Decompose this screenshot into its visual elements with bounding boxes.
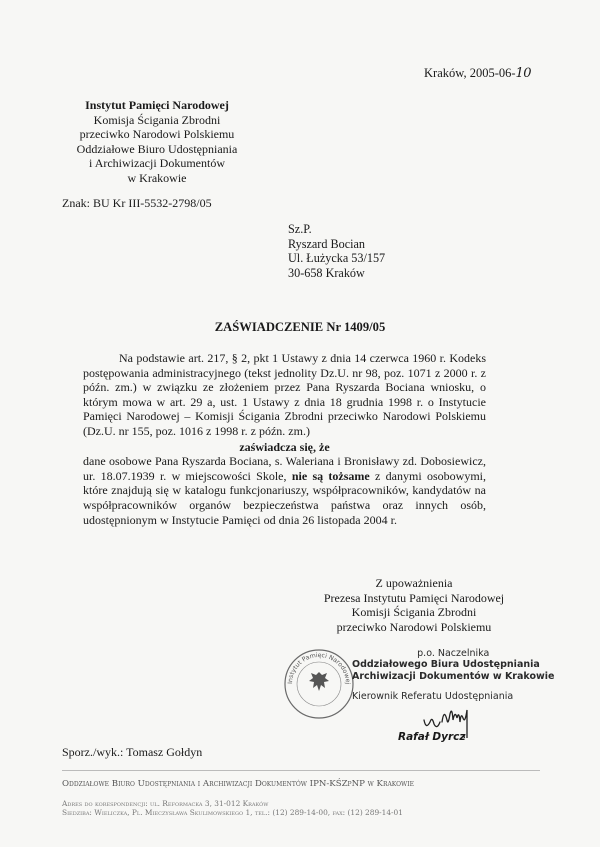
paragraph2-emphasis: nie są tożsame: [291, 468, 370, 483]
signer-name: Rafał Dyrcz: [398, 731, 466, 743]
paragraph2-start: dane osobowe Pana Ryszarda Bociana, s. Waleriana i Bronisławy zd. Dobosiewicz, ur. 18.07.1939 r. w miejscowości Skole,: [83, 454, 486, 483]
place-date-printed: Kraków, 2005-06-: [424, 66, 516, 80]
document-body: [83, 351, 486, 527]
body-paragraph-1: Na podstawie art. 217, § 2, pkt 1 Ustawy z dnia 14 czerwca 1960 r. Kodeks postępowania administracyjnego (tekst jednolity Dz.U. nr 98, poz. 1071 z 2000 r. z późn. zm.) w związku ze złożeniem przez Pana Ryszarda Bociana wniosku, o którym mowa w art. 29 a, ust. 1 Ustawy z dnia 18 grudnia 1998 r. o Instytucie Pamięci Narodowej – Komisji Ścigania Zbrodni przeciwko Narodowi Polskiemu (Dz.U. nr 155, poz. 1016 z 1998 r. z późn. zm.): [83, 351, 486, 438]
recipient-line: Ryszard Bocian: [288, 236, 366, 251]
stamp-line: Archiwizacji Dokumentów w Krakowie: [352, 670, 555, 682]
certifies-line: zaświadcza się, że: [239, 439, 330, 454]
institution-name: Instytut Pamięci Narodowej: [85, 98, 229, 112]
document-title: ZAŚWIADCZENIE Nr 1409/05: [214, 320, 386, 334]
seal-text: Instytut Pamięci Narodowej: [286, 651, 352, 685]
authority-line: Z upoważnienia: [375, 576, 453, 590]
stamp-line: Oddziałowego Biura Udostępniania: [352, 659, 540, 671]
footer-correspondence-address: Adres do korespondencji: ul. Reformacka 3, 31-012 Kraków: [62, 799, 269, 808]
institution-line: i Archiwizacji Dokumentów: [89, 156, 225, 171]
institution-header: [62, 98, 252, 186]
footer-office-name: Oddziałowe Biuro Udostępniania i Archiwizacji Dokumentów IPN-KŚZpNP w Krakowie: [62, 779, 414, 789]
stamp-text-block: [352, 648, 554, 703]
signature-authority-block: [302, 576, 526, 634]
official-seal: [283, 648, 355, 720]
reference-number: Znak: BU Kr III-5532-2798/05: [62, 196, 212, 210]
footer-divider: [62, 770, 540, 771]
recipient-line: Ul. Łużycka 53/157: [288, 251, 386, 266]
place-date: [424, 66, 531, 81]
stamp-line: p.o. Naczelnika: [417, 648, 490, 659]
recipient-line: 30-658 Kraków: [288, 265, 365, 280]
institution-line: Oddziałowe Biuro Udostępniania: [76, 141, 238, 156]
place-date-handwritten-day: 10: [515, 66, 532, 81]
authority-line: Prezesa Instytutu Pamięci Narodowej: [323, 590, 505, 605]
body-paragraph-2: [83, 454, 486, 527]
eagle-emblem-icon: [309, 672, 329, 691]
recipient-line: Sz.P.: [288, 222, 312, 236]
prepared-by: Sporz./wyk.: Tomasz Gołdyn: [62, 745, 203, 759]
stamp-line: Kierownik Referatu Udostępniania: [352, 691, 514, 703]
institution-line: przeciwko Narodowi Polskiemu: [79, 127, 235, 142]
authority-line: przeciwko Narodowi Polskiemu: [336, 619, 492, 634]
footer-seat-address: Siedziba: Wieliczka, Pl. Mieczysława Skulimowskiego 1, tel.: (12) 289-14-00, fax: (12) 289-14-01: [62, 808, 403, 817]
recipient-address: [288, 222, 385, 280]
paragraph2-end: z danymi osobowymi, które znajdują się w katalogu funkcjonariuszy, współpracowników, kandydatów na współpracowników organów bezpieczeństwa państwa oraz innych osób, udostępnionym w Instytucie Pamięci od dnia 26 listopada 2004 r.: [83, 468, 486, 527]
authority-line: Komisji Ścigania Zbrodni: [351, 605, 477, 620]
institution-line: Komisja Ścigania Zbrodni: [93, 112, 221, 127]
institution-line: w Krakowie: [127, 170, 187, 185]
